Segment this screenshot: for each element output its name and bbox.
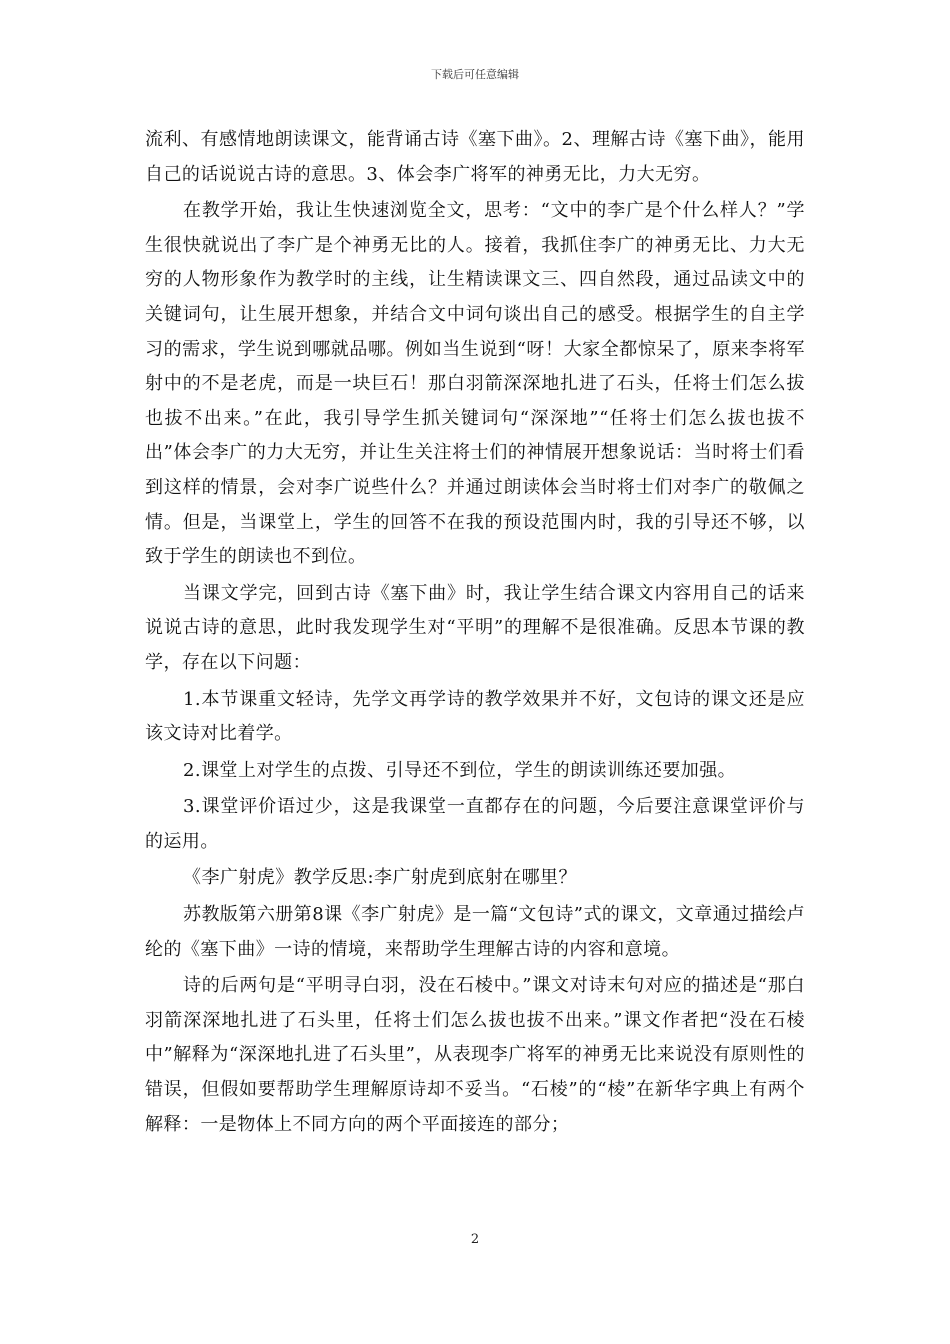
paragraph-reflection-intro: 当课文学完，回到古诗《塞下曲》时，我让学生结合课文内容用自己的话来说说古诗的意思，此时我发现学生对“平明”的理解不是很准确。反思本节课的教学，存在以下问题： [145,582,805,673]
list-item-problem-1: 1.本节课重文轻诗，先学文再学诗的教学效果并不好，文包诗的课文还是应该文诗对比着学。 [145,688,805,745]
page-header: 下载后可任意编辑 [431,68,519,81]
paragraph-objectives: 流利、有感情地朗读课文，能背诵古诗《塞下曲》。2、理解古诗《塞下曲》，能用自己的话说说古诗的意思。3、体会李广将军的神勇无比，力大无穷。 [145,129,805,185]
section-title: 《李广射虎》教学反思:李广射虎到底射在哪里？ [183,867,577,889]
document-body [145,123,805,1142]
page-number: 2 [470,1232,480,1247]
list-item-problem-2: 2.课堂上对学生的点拨、引导还不到位，学生的朗读训练还要加强。 [183,759,737,781]
list-item-problem-3: 3.课堂评价语过少，这是我课堂一直都存在的问题，今后要注意课堂评价与的运用。 [145,796,805,852]
paragraph-teaching-process: 在教学开始，我让生快速浏览全文，思考：“文中的李广是个什么样人？”学生很快就说出了李广是个神勇无比的人。接着，我抓住李广的神勇无比、力大无穷的人物形象作为教学时的主线，让生精读课文三、四自然段，通过品读文中的关键词句，让生展开想象，并结合文中词句谈出自己的感受。根据学生的自主学习的需求，学生说到哪就品哪。例如当生说到“呀！大家全都惊呆了，原来李将军射中的不是老虎，而是一块巨石！那白羽箭深深地扎进了石头，任将士们怎么拔也拔不出来。”在此，我引导学生抓关键词句“深深地”“任将士们怎么拔也拔不出”体会李广的力大无穷，并让生关注将士们的神情展开想象说话：当时将士们看到这样的情景，会对李广说些什么？并通过朗读体会当时将士们对李广的敬佩之情。但是，当课堂上，学生的回答不在我的预设范围内时，我的引导还不够，以致于学生的朗读也不到位。 [145,200,805,568]
paragraph-poem-analysis: 诗的后两句是“平明寻白羽，没在石棱中。”课文对诗末句对应的描述是“那白羽箭深深地扎进了石头里，任将士们怎么拔也拔不出来。”课文作者把“没在石棱中”解释为“深深地扎进了石头里”，从表现李广将军的神勇无比来说没有原则性的错误，但假如要帮助学生理解原诗却不妥当。“石棱”的“棱”在新华字典上有两个解释：一是物体上不同方向的两个平面接连的部分； [145,975,805,1135]
paragraph-lesson-intro: 苏教版第六册第8课《李广射虎》是一篇“文包诗”式的课文，文章通过描绘卢纶的《塞下曲》一诗的情境，来帮助学生理解古诗的内容和意境。 [145,904,805,960]
